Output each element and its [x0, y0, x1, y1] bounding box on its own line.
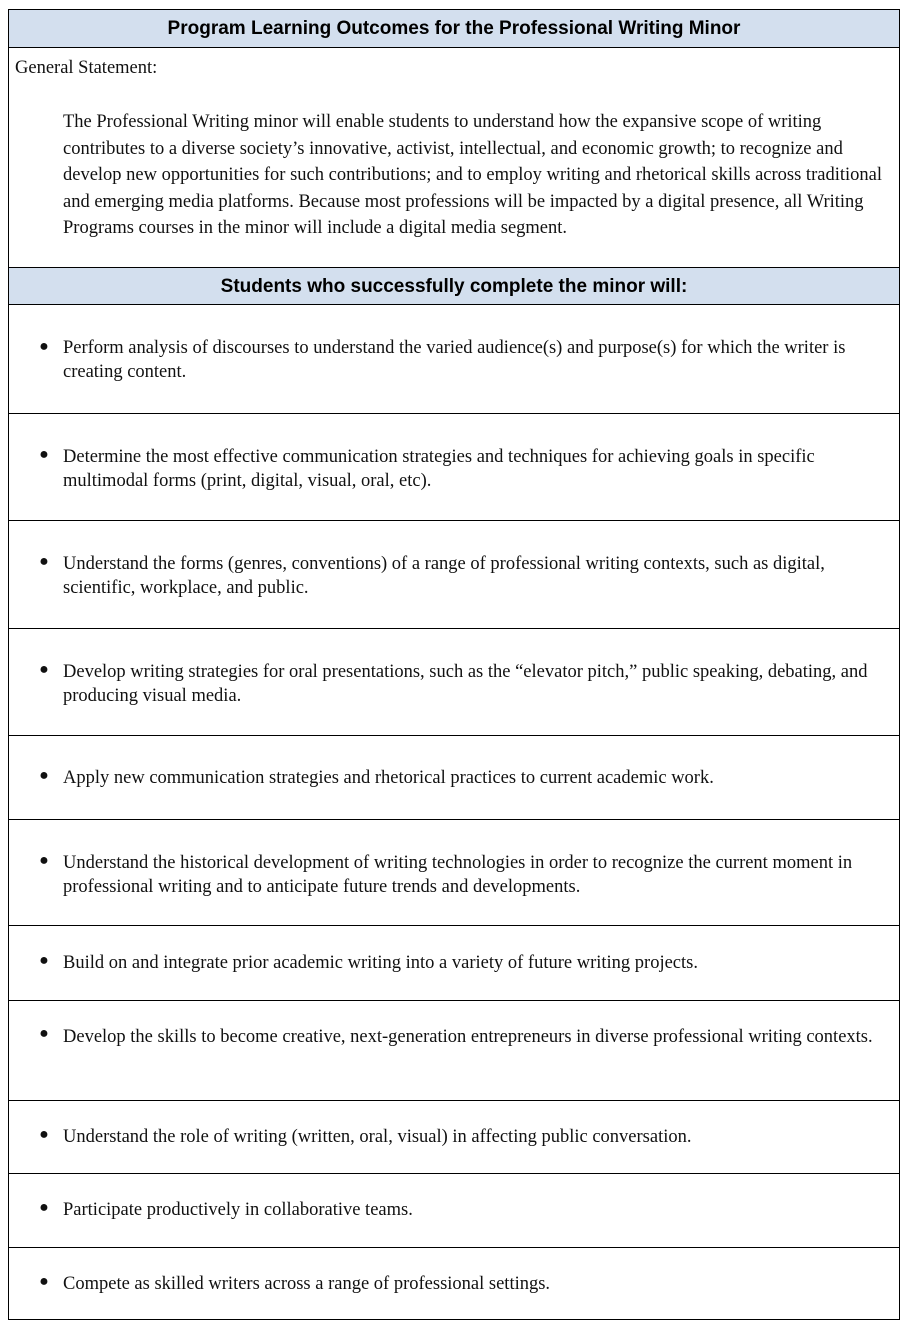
outcome-text: Determine the most effective communication strategies and techniques for achieving goals in specific multimodal forms (print, digital, visual, oral, etc).: [63, 447, 815, 491]
outcome-text: Understand the forms (genres, conventions) of a range of professional writing contexts, such as digital, scientific, workplace, and public.: [63, 554, 825, 598]
outcome-text: Build on and integrate prior academic writing into a variety of future writing projects.: [63, 953, 698, 973]
outcomes-header: Students who successfully complete the minor will:: [9, 267, 899, 305]
outcome-row: [9, 1247, 899, 1319]
outcome-row: [9, 520, 899, 628]
general-statement-label: General Statement:: [15, 58, 158, 78]
bullet-icon: ●: [39, 1273, 49, 1290]
bullet-icon: ●: [39, 767, 49, 784]
outcome-row: [9, 819, 899, 925]
outcome-text: Compete as skilled writers across a range of professional settings.: [63, 1274, 551, 1294]
outcome-row: [9, 413, 899, 520]
general-statement-cell: [9, 48, 899, 267]
outcome-text: Perform analysis of discourses to understand the varied audience(s) and purpose(s) for which the writer is creating content.: [63, 338, 846, 382]
bullet-icon: ●: [39, 1126, 49, 1143]
outcome-row: [9, 305, 899, 413]
outcome-text: Understand the role of writing (written, oral, visual) in affecting public conversation.: [63, 1127, 692, 1147]
outcome-text: Develop the skills to become creative, next-generation entrepreneurs in diverse professional writing contexts.: [63, 1027, 873, 1047]
outcome-row: [9, 925, 899, 1000]
table-title: Program Learning Outcomes for the Professional Writing Minor: [9, 10, 899, 48]
outcome-row: [9, 628, 899, 735]
bullet-icon: ●: [39, 338, 49, 355]
outcome-row: [9, 1100, 899, 1173]
outcome-row: [9, 1000, 899, 1100]
outcome-text: Apply new communication strategies and rhetorical practices to current academic work.: [63, 768, 714, 788]
bullet-icon: ●: [39, 1199, 49, 1216]
bullet-icon: ●: [39, 661, 49, 678]
learning-outcomes-table: [8, 9, 900, 1320]
outcome-row: [9, 1173, 899, 1247]
bullet-icon: ●: [39, 553, 49, 570]
bullet-icon: ●: [39, 446, 49, 463]
outcome-row: [9, 735, 899, 819]
bullet-icon: ●: [39, 952, 49, 969]
bullet-icon: ●: [39, 1025, 49, 1042]
outcome-text: Develop writing strategies for oral presentations, such as the “elevator pitch,” public speaking, debating, and producing visual media.: [63, 662, 868, 706]
outcome-text: Understand the historical development of writing technologies in order to recognize the current moment in professional writing and to anticipate future trends and developments.: [63, 853, 853, 897]
bullet-icon: ●: [39, 852, 49, 869]
outcomes-list: [9, 305, 899, 1319]
outcome-text: Participate productively in collaborative teams.: [63, 1200, 413, 1220]
general-statement-body: The Professional Writing minor will enable students to understand how the expansive scope of writing contributes to a diverse society’s innovative, activist, intellectual, and economic growth; to recognize and develop new opportunities for such contributions; and to employ writing and rhetorical skills across traditional and emerging media platforms. Because most professions will be impacted by a digital presence, all Writing Programs courses in the minor will include a digital media segment.: [63, 112, 882, 238]
